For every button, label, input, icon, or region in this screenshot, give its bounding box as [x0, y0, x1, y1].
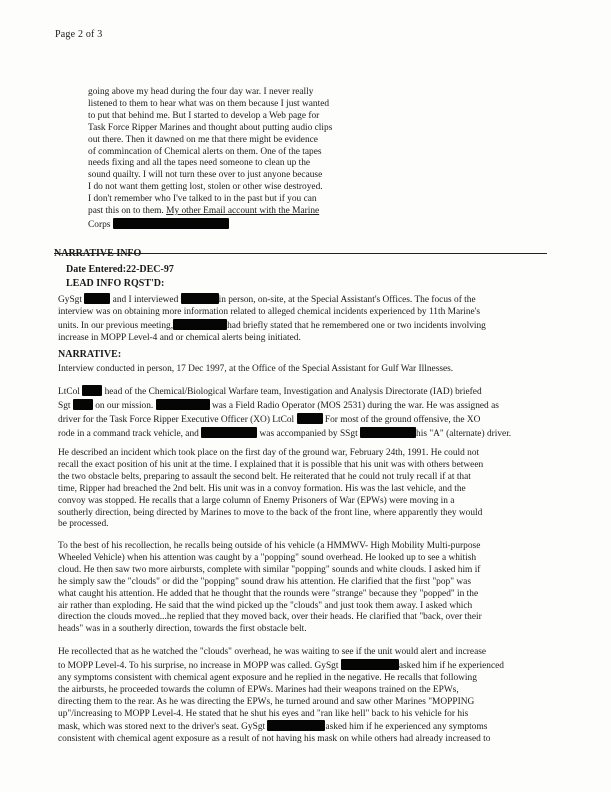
- paragraph-line: [58, 659, 550, 673]
- section-divider: [54, 253, 547, 254]
- email-line: listened to them to hear what was on them because I just wanted: [88, 98, 330, 109]
- paragraph-line: cloud. He then saw two more airbursts, complete with similar "popping" sounds and white clouds. I asked him if: [58, 564, 481, 575]
- paragraph-line: any symptoms consistent with chemical agent exposure and he replied in the negative. He recalls that following: [58, 672, 477, 683]
- paragraph-line: what caught his attention. He added that he thought that the rounds were "strange" because they "popped" in the: [58, 588, 479, 599]
- paragraph-line: interview was on obtaining more information related to alleged chemical incidents experienced by 11th Marine's: [58, 306, 481, 317]
- ltcol-paragraph: [58, 385, 550, 441]
- paragraph-line: [58, 720, 550, 734]
- text-run: on our mission.: [95, 400, 154, 411]
- text-run: asked him if he experienced any symptoms: [325, 722, 488, 733]
- email-line: Task Force Ripper Marines and thought about putting audio clips: [88, 122, 333, 133]
- paragraph-line: directing them to the rear. As he was directing the EPWs, he turned around and saw other Marines "MOPPING: [58, 696, 475, 707]
- paragraph-line: he simply saw the "clouds" or did the "popping" sound draw his attention. He clarified that the first "pop" was: [58, 576, 471, 587]
- email-text: past this on to them.: [88, 206, 164, 217]
- redaction-bar: [84, 293, 110, 304]
- text-run: was accompanied by SSgt: [259, 428, 358, 439]
- email-underlined-text: My other Email account with the Marine: [166, 206, 320, 217]
- email-excerpt: [88, 87, 333, 232]
- paragraph-line: He recollected that as he watched the "clouds" overhead, he was waiting to see if the unit would alert and increase: [58, 647, 487, 657]
- text-run: driver for the Task Force Ripper Executive Officer (XO) LtCol: [58, 414, 295, 425]
- paragraph-line: time, Ripper had breached the 2nd belt. His unit was in a convoy formation. His was the last vehicle, and the: [58, 483, 466, 494]
- redaction-bar: [267, 720, 325, 731]
- paragraph-line: He described an incident which took place on the first day of the ground war, February 24th, 1991. He could not: [58, 448, 480, 458]
- redaction-bar: [360, 427, 416, 438]
- redaction-bar: [82, 385, 102, 396]
- email-line: going above my head during the four day war. I never really: [88, 87, 314, 97]
- text-run: was a Field Radio Operator (MOS 2531) during the war. He was assigned as: [211, 400, 499, 411]
- incident-paragraph: [58, 448, 550, 531]
- text-run: had briefly stated that he remembered one or two incidents involving: [227, 320, 486, 331]
- paragraph-line: direction the clouds moved...he replied that they moved back, over their heads. He clarified that "back, over their: [58, 612, 482, 623]
- redaction-bar: [173, 319, 227, 330]
- text-run: GySgt: [58, 295, 82, 305]
- email-line: I do not want them getting lost, stolen or other wise destroyed.: [88, 182, 323, 193]
- text-run: For most of the ground offensive, the XO: [324, 414, 481, 425]
- text-run: units. In our previous meeting,: [58, 320, 174, 331]
- paragraph-line: [58, 413, 550, 427]
- text-run: Sgt: [58, 400, 71, 411]
- narrative-heading: NARRATIVE:: [58, 349, 122, 360]
- email-line: needs fixing and all the tapes need someone to clean up the: [88, 158, 311, 169]
- lead-info-heading: LEAD INFO RQST'D:: [66, 278, 165, 289]
- paragraph-line: the two obstacle belts, preparing to assault the second belt. He reiterated that he could not truly recall if at that: [58, 471, 471, 482]
- email-line: I don't remember who I've talked to in the past but if you can: [88, 194, 317, 205]
- paragraph-line: [58, 293, 550, 307]
- paragraph-line: convoy was stopped. He recalls that a large column of Enemy Prisoners of War (EPWs) were moving in a: [58, 495, 455, 506]
- email-line: to put that behind me. But I started to develop a Web page for: [88, 110, 320, 121]
- paragraph-line: consistent with chemical agent exposure as a result of not having his mask on while others had already increased to: [58, 734, 491, 745]
- section-title: NARRATIVE INFO: [54, 248, 142, 259]
- text-run: his "A" (alternate) driver.: [416, 428, 512, 439]
- redaction-bar: [73, 399, 93, 410]
- redaction-bar: [113, 218, 229, 229]
- text-run: in person, on-site, at the Special Assistant's Offices. The focus of the: [218, 295, 476, 305]
- lead-paragraph: [58, 293, 550, 345]
- redaction-bar: [297, 413, 323, 424]
- paragraph-line: heads" was in a southerly direction, towards the first obstacle belt.: [58, 624, 307, 635]
- text-run: to MOPP Level-4. To his surprise, no increase in MOPP was called. GySgt: [58, 660, 339, 671]
- date-entered: Date Entered:22-DEC-97: [66, 264, 174, 275]
- email-line: sound quailty. I will not turn these over to just anyone because: [88, 170, 323, 181]
- paragraph-line: [58, 319, 550, 333]
- email-line: out there. Then it dawned on me that there might be evidence: [88, 134, 318, 145]
- text-run: asked him if he experienced: [398, 660, 504, 671]
- redaction-bar: [341, 659, 399, 670]
- final-paragraph: [58, 647, 550, 746]
- recollection-paragraph: [58, 541, 550, 636]
- redaction-bar: [201, 427, 257, 438]
- paragraph-line: up"/increasing to MOPP Level-4. He stated that he shut his eyes and "ran like hell" back to his vehicle for his: [58, 708, 469, 719]
- paragraph-line: [58, 427, 550, 441]
- paragraph-line: be processed.: [58, 519, 109, 530]
- text-run: mask, which was stored next to the driver's seat. GySgt: [58, 722, 266, 733]
- email-line: [88, 206, 328, 218]
- email-text: Corps: [88, 219, 111, 230]
- redaction-bar: [181, 293, 219, 304]
- interview-line: [58, 364, 550, 376]
- paragraph-line: [58, 385, 550, 399]
- paragraph-line: southerly direction, being directed by Marines to move to the back of the front line, where apparently they would: [58, 507, 483, 518]
- email-line: of commincation of Chemical alerts on them. One of the tapes: [88, 146, 322, 157]
- text-run: and I interviewed: [112, 295, 179, 305]
- page-number: Page 2 of 3: [55, 29, 103, 40]
- paragraph-line: increase in MOPP Level-4 and or chemical alerts being initiated.: [58, 332, 301, 343]
- paragraph-line: Interview conducted in person, 17 Dec 1997, at the Office of the Special Assistant for Gulf War Illnesses.: [58, 364, 454, 374]
- paragraph-line: air rather than exploding. He said that the wind picked up the "clouds" and just took them away. I asked which: [58, 600, 473, 611]
- text-run: rode in a command track vehicle, and: [58, 428, 199, 439]
- redaction-bar: [156, 399, 210, 410]
- paragraph-line: To the best of his recollection, he recalls being outside of his vehicle (a HMMWV- High Mobility Multi-purpose: [58, 541, 481, 551]
- paragraph-line: Wheeled Vehicle) when his attention was caught by a "popping" sound overhead. He looked up to see a whitish: [58, 552, 477, 563]
- paragraph-line: [58, 399, 550, 413]
- paragraph-line: recall the exact position of his unit at the time. I explained that it is possible that his unit was with others between: [58, 459, 484, 470]
- email-line: [88, 218, 328, 232]
- text-run: LtCol: [58, 387, 80, 397]
- paragraph-line: the airbursts, he proceeded towards the column of EPWs. Marines had their weapons trained on the EPWs,: [58, 684, 459, 695]
- text-run: head of the Chemical/Biological Warfare team, Investigation and Analysis Directorate (IAD) briefed: [104, 387, 482, 397]
